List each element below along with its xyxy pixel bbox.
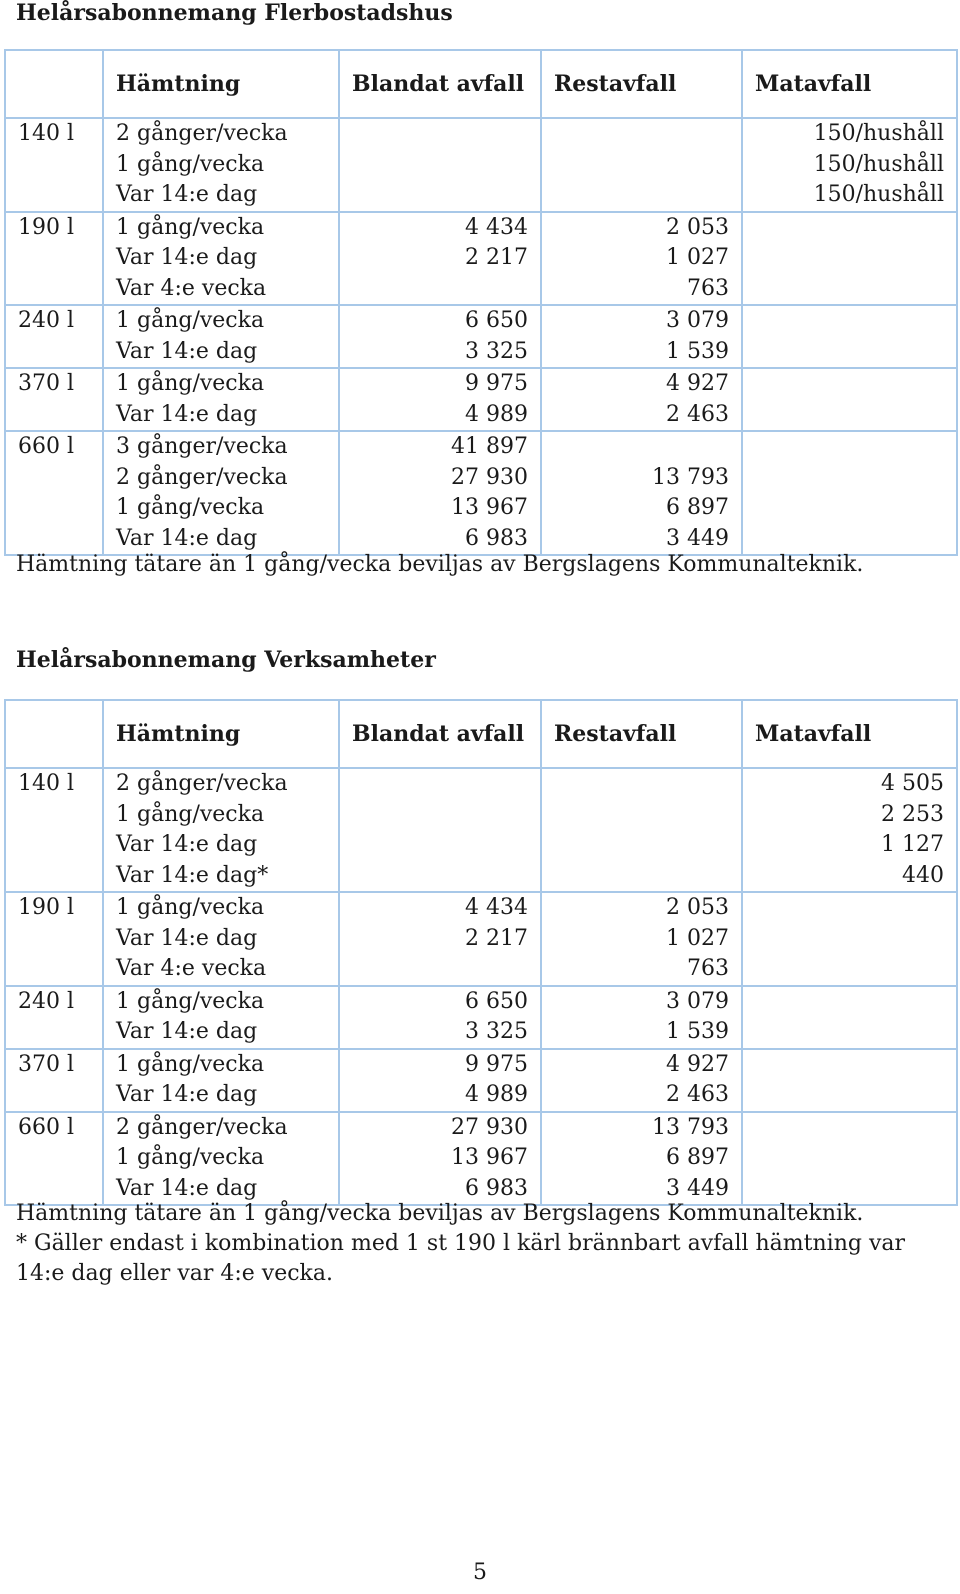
cell-matavfall	[742, 986, 957, 1049]
cell-container-size	[5, 118, 103, 212]
cell-restavfall-line: 3 449	[666, 1175, 729, 1201]
cell-hamtning	[103, 212, 339, 306]
cell-hamtning	[103, 1112, 339, 1206]
cell-hamtning-line: Var 14:e dag*	[116, 862, 269, 888]
cell-matavfall-line: 150/hushåll	[813, 151, 944, 177]
cell-matavfall-line: 440	[902, 862, 944, 888]
cell-blandat-avfall-line	[340, 954, 528, 985]
cell-restavfall	[541, 1049, 742, 1112]
cell-container-size	[5, 368, 103, 431]
cell-hamtning	[103, 892, 339, 986]
cell-matavfall-line: 1 127	[881, 832, 944, 857]
table-row	[5, 118, 957, 212]
cell-matavfall-line	[743, 274, 944, 305]
cell-restavfall-line	[542, 180, 729, 211]
cell-blandat-avfall	[339, 431, 541, 555]
cell-hamtning-line: Var 14:e dag	[116, 401, 258, 427]
cell-matavfall	[742, 1049, 957, 1112]
cell-hamtning-line: Var 14:e dag	[116, 1082, 258, 1107]
cell-hamtning	[103, 768, 339, 892]
cell-restavfall-line: 4 927	[666, 1051, 729, 1077]
cell-matavfall	[742, 892, 957, 986]
cell-blandat-avfall-line	[340, 800, 528, 831]
header-matavfall: Matavfall	[742, 50, 957, 118]
cell-matavfall-line	[743, 432, 944, 463]
cell-matavfall-line	[743, 1050, 944, 1081]
rates-table-verksamheter	[4, 699, 958, 1206]
cell-blandat-avfall-line: 4 434	[465, 895, 528, 920]
page-number: 5	[473, 1560, 487, 1585]
header-hamtning: Hämtning	[103, 50, 339, 118]
cell-blandat-avfall-line: 6 983	[465, 1175, 528, 1201]
cell-blandat-avfall-line	[340, 769, 528, 800]
table-row	[5, 768, 957, 892]
cell-hamtning-line: Var 4:e vecka	[116, 275, 267, 301]
cell-matavfall-line	[743, 924, 944, 955]
cell-hamtning-line: 2 gånger/vecka	[116, 1114, 288, 1140]
cell-hamtning-line: Var 14:e dag	[116, 525, 258, 551]
cell-restavfall-line: 2 463	[666, 401, 729, 427]
cell-matavfall-line	[743, 369, 944, 400]
cell-hamtning-line: 2 gånger/vecka	[116, 464, 288, 490]
cell-hamtning-line: Var 14:e dag	[116, 338, 258, 364]
cell-size: 190 l	[18, 214, 75, 240]
cell-hamtning	[103, 986, 339, 1049]
cell-matavfall-line	[743, 1113, 944, 1144]
cell-hamtning-line: 2 gånger/vecka	[116, 121, 288, 146]
cell-matavfall-line	[743, 1080, 944, 1111]
cell-restavfall-line: 1 539	[666, 1019, 729, 1044]
cell-matavfall-line: 150/hushåll	[813, 121, 944, 146]
cell-restavfall	[541, 431, 742, 555]
cell-blandat-avfall-line: 4 434	[465, 214, 528, 240]
cell-blandat-avfall	[339, 1112, 541, 1206]
cell-blandat-avfall	[339, 368, 541, 431]
cell-matavfall-line	[743, 1143, 944, 1174]
cell-hamtning-line: 1 gång/vecka	[116, 308, 265, 333]
cell-blandat-avfall	[339, 892, 541, 986]
cell-hamtning-line: 3 gånger/vecka	[116, 434, 288, 459]
cell-blandat-avfall	[339, 305, 541, 368]
cell-hamtning-line: Var 4:e vecka	[116, 956, 267, 981]
header-restavfall: Restavfall	[541, 700, 742, 768]
cell-container-size	[5, 212, 103, 306]
cell-matavfall-line	[743, 463, 944, 494]
cell-blandat-avfall-line: 27 930	[451, 1114, 528, 1140]
cell-matavfall-line	[743, 493, 944, 524]
header-matavfall: Matavfall	[742, 700, 957, 768]
cell-restavfall	[541, 1112, 742, 1206]
cell-hamtning	[103, 305, 339, 368]
cell-hamtning-line: 1 gång/vecka	[116, 895, 265, 920]
table-row	[5, 212, 957, 306]
cell-restavfall-line	[542, 830, 729, 861]
cell-restavfall	[541, 305, 742, 368]
cell-size: 240 l	[18, 988, 75, 1014]
cell-matavfall-line	[743, 337, 944, 368]
cell-hamtning-line: 1 gång/vecka	[116, 214, 265, 240]
table-row	[5, 368, 957, 431]
cell-container-size	[5, 1049, 103, 1112]
cell-restavfall-line: 1 539	[666, 338, 729, 364]
cell-matavfall-line	[743, 243, 944, 274]
table-header-row	[5, 50, 957, 118]
note-footnote-asterisk: * Gäller endast i kombination med 1 st 190 l kärl brännbart avfall hämtning var 14:e dag eller var 4:e vecka.	[16, 1231, 906, 1286]
cell-hamtning-line: 1 gång/vecka	[116, 1145, 265, 1170]
cell-blandat-avfall-line: 13 967	[451, 495, 528, 520]
header-blandat-avfall: Blandat avfall	[339, 700, 541, 768]
cell-blandat-avfall-line: 6 650	[465, 988, 528, 1014]
table-row	[5, 305, 957, 368]
cell-restavfall-line: 3 079	[666, 308, 729, 333]
cell-blandat-avfall-line	[340, 274, 528, 305]
cell-blandat-avfall-line	[340, 830, 528, 861]
cell-matavfall-line	[743, 400, 944, 431]
cell-size: 660 l	[18, 1114, 75, 1140]
cell-restavfall	[541, 892, 742, 986]
cell-hamtning-line: 1 gång/vecka	[116, 988, 265, 1014]
cell-restavfall	[541, 212, 742, 306]
cell-restavfall-line	[542, 150, 729, 181]
cell-blandat-avfall-line: 13 967	[451, 1145, 528, 1170]
cell-hamtning-line: 1 gång/vecka	[116, 801, 265, 827]
cell-blandat-avfall-line: 41 897	[451, 434, 528, 459]
cell-blandat-avfall-line: 3 325	[465, 1019, 528, 1044]
cell-matavfall-line	[743, 893, 944, 924]
section-title-verksamheter: Helårsabonnemang Verksamheter	[16, 647, 436, 673]
cell-size: 370 l	[18, 371, 75, 396]
cell-hamtning-line: 2 gånger/vecka	[116, 771, 288, 796]
cell-hamtning-line: 1 gång/vecka	[116, 371, 265, 396]
cell-matavfall-line: 2 253	[881, 801, 944, 827]
cell-hamtning-line: Var 14:e dag	[116, 182, 258, 207]
header-size	[5, 50, 103, 118]
cell-blandat-avfall-line: 6 650	[465, 308, 528, 333]
cell-blandat-avfall	[339, 1049, 541, 1112]
table-row	[5, 1112, 957, 1206]
cell-restavfall	[541, 986, 742, 1049]
cell-restavfall-line: 763	[687, 956, 729, 981]
cell-hamtning	[103, 431, 339, 555]
cell-blandat-avfall	[339, 212, 541, 306]
cell-blandat-avfall-line: 3 325	[465, 338, 528, 364]
cell-matavfall-line	[743, 306, 944, 337]
header-blandat-avfall: Blandat avfall	[339, 50, 541, 118]
cell-hamtning	[103, 368, 339, 431]
cell-hamtning	[103, 118, 339, 212]
cell-blandat-avfall-line	[340, 119, 528, 150]
cell-restavfall-line	[542, 769, 729, 800]
cell-hamtning-line: 1 gång/vecka	[116, 151, 265, 177]
cell-matavfall-line	[743, 987, 944, 1018]
cell-container-size	[5, 305, 103, 368]
cell-container-size	[5, 986, 103, 1049]
header-size	[5, 700, 103, 768]
table-row	[5, 892, 957, 986]
cell-blandat-avfall-line	[340, 150, 528, 181]
cell-matavfall	[742, 212, 957, 306]
cell-hamtning-line: Var 14:e dag	[116, 832, 258, 857]
cell-blandat-avfall-line	[340, 861, 528, 892]
section-title-flerbostadshus: Helårsabonnemang Flerbostadshus	[16, 0, 453, 26]
cell-matavfall-line: 4 505	[881, 771, 944, 796]
cell-blandat-avfall	[339, 768, 541, 892]
cell-hamtning-line: Var 14:e dag	[116, 925, 258, 951]
cell-restavfall-line: 2 463	[666, 1082, 729, 1107]
cell-blandat-avfall-line: 27 930	[451, 464, 528, 490]
cell-restavfall-line: 2 053	[666, 895, 729, 920]
table-row	[5, 986, 957, 1049]
cell-matavfall-line	[743, 1017, 944, 1048]
cell-restavfall	[541, 368, 742, 431]
cell-size: 190 l	[18, 895, 75, 920]
cell-container-size	[5, 1112, 103, 1206]
cell-matavfall	[742, 118, 957, 212]
cell-blandat-avfall-line: 9 975	[465, 371, 528, 396]
cell-restavfall-line: 2 053	[666, 214, 729, 240]
cell-size: 140 l	[18, 771, 75, 796]
cell-size: 240 l	[18, 308, 75, 333]
cell-size: 660 l	[18, 434, 75, 459]
cell-restavfall-line	[542, 861, 729, 892]
cell-restavfall	[541, 768, 742, 892]
cell-hamtning	[103, 1049, 339, 1112]
cell-matavfall	[742, 305, 957, 368]
cell-hamtning-line: 1 gång/vecka	[116, 1051, 265, 1077]
cell-restavfall-line: 763	[687, 275, 729, 301]
cell-restavfall-line: 3 449	[666, 525, 729, 551]
cell-restavfall-line	[542, 800, 729, 831]
cell-restavfall-line: 1 027	[666, 245, 729, 270]
table-row	[5, 1049, 957, 1112]
cell-hamtning-line: Var 14:e dag	[116, 1019, 258, 1044]
cell-blandat-avfall	[339, 118, 541, 212]
cell-matavfall	[742, 431, 957, 555]
cell-blandat-avfall-line: 4 989	[465, 1082, 528, 1107]
table-row	[5, 431, 957, 555]
cell-matavfall	[742, 368, 957, 431]
cell-matavfall-line	[743, 213, 944, 244]
header-hamtning: Hämtning	[103, 700, 339, 768]
cell-size: 140 l	[18, 121, 75, 146]
cell-restavfall-line: 4 927	[666, 371, 729, 396]
note-hamtning-tatare: Hämtning tätare än 1 gång/vecka beviljas av Bergslagens Kommunalteknik.	[16, 552, 864, 577]
cell-restavfall-line: 3 079	[666, 988, 729, 1014]
cell-restavfall-line	[542, 432, 729, 463]
cell-restavfall-line: 1 027	[666, 925, 729, 951]
cell-hamtning-line: 1 gång/vecka	[116, 495, 265, 520]
cell-size: 370 l	[18, 1051, 75, 1077]
cell-blandat-avfall-line: 6 983	[465, 525, 528, 551]
cell-hamtning-line: Var 14:e dag	[116, 1175, 258, 1201]
cell-container-size	[5, 768, 103, 892]
cell-restavfall-line: 13 793	[652, 464, 729, 490]
cell-blandat-avfall-line: 2 217	[465, 925, 528, 951]
cell-restavfall-line: 13 793	[652, 1114, 729, 1140]
cell-restavfall-line: 6 897	[666, 1145, 729, 1170]
note-hamtning-tatare: Hämtning tätare än 1 gång/vecka beviljas av Bergslagens Kommunalteknik.	[16, 1201, 864, 1226]
cell-matavfall	[742, 1112, 957, 1206]
cell-blandat-avfall-line: 9 975	[465, 1051, 528, 1077]
cell-container-size	[5, 431, 103, 555]
cell-matavfall-line	[743, 954, 944, 985]
header-restavfall: Restavfall	[541, 50, 742, 118]
cell-blandat-avfall-line	[340, 180, 528, 211]
cell-blandat-avfall-line: 2 217	[465, 245, 528, 270]
table-header-row	[5, 700, 957, 768]
cell-blandat-avfall-line: 4 989	[465, 401, 528, 427]
cell-matavfall-line: 150/hushåll	[813, 182, 944, 207]
cell-restavfall-line	[542, 119, 729, 150]
cell-container-size	[5, 892, 103, 986]
cell-blandat-avfall	[339, 986, 541, 1049]
rates-table-flerbostadshus	[4, 49, 958, 556]
cell-restavfall	[541, 118, 742, 212]
cell-hamtning-line: Var 14:e dag	[116, 245, 258, 270]
cell-matavfall	[742, 768, 957, 892]
cell-restavfall-line: 6 897	[666, 495, 729, 520]
